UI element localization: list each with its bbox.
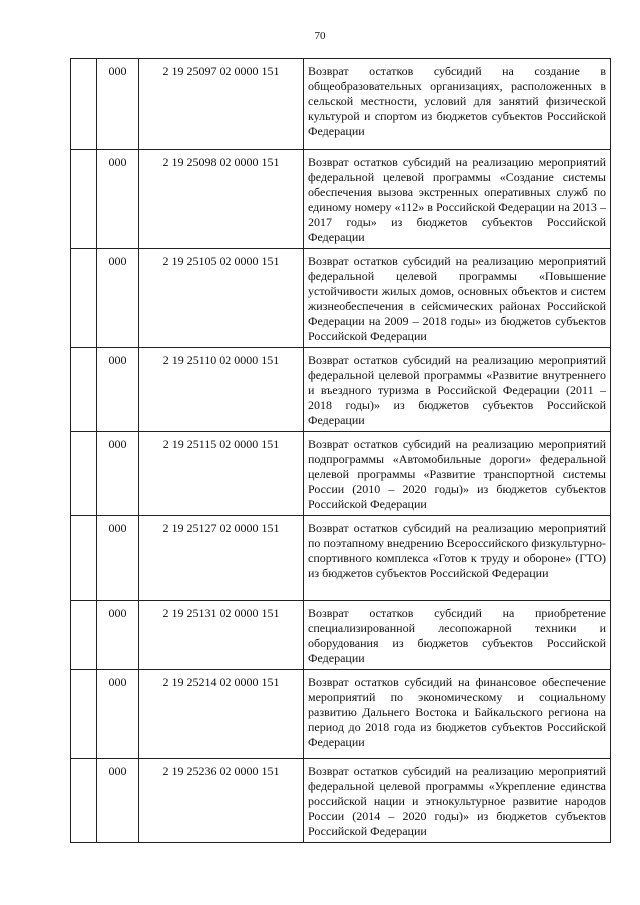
revenue-description-cell: Возврат остатков субсидий на реализацию мероприятий федеральной целевой программы «Укрепление единства российской нации и этнокультурное развитие народов России (2014 – 2020 годы)» из бюджетов субъектов Российской Федерации — [304, 759, 611, 843]
revenue-description-cell: Возврат остатков субсидий на финансовое обеспечение мероприятий по экономическому и социальному развитию Дальнего Востока и Байкальского региона на период до 2018 года из бюджетов субъектов Российской Федерации — [304, 670, 611, 759]
admin-code-cell: 000 — [97, 59, 139, 150]
admin-code-cell: 000 — [97, 601, 139, 670]
admin-code-cell: 000 — [97, 516, 139, 601]
empty-cell — [71, 601, 97, 670]
table-row — [71, 150, 611, 249]
empty-cell — [71, 249, 97, 348]
empty-cell — [71, 348, 97, 432]
table-row — [71, 59, 611, 150]
empty-cell — [71, 670, 97, 759]
budget-classification-code-cell: 2 19 25115 02 0000 151 — [139, 432, 304, 516]
budget-classification-code-cell: 2 19 25110 02 0000 151 — [139, 348, 304, 432]
budget-classification-code-cell: 2 19 25105 02 0000 151 — [139, 249, 304, 348]
admin-code-cell: 000 — [97, 249, 139, 348]
budget-classification-code-cell: 2 19 25236 02 0000 151 — [139, 759, 304, 843]
budget-classification-code-cell: 2 19 25098 02 0000 151 — [139, 150, 304, 249]
revenue-description-cell: Возврат остатков субсидий на создание в общеобразовательных организациях, расположенных в сельской местности, условий для занятий физической культурой и спортом из бюджетов субъектов Российской Федерации — [304, 59, 611, 150]
empty-cell — [71, 516, 97, 601]
empty-cell — [71, 150, 97, 249]
table-row — [71, 516, 611, 601]
budget-classification-code-cell: 2 19 25131 02 0000 151 — [139, 601, 304, 670]
budget-classification-code-cell: 2 19 25127 02 0000 151 — [139, 516, 304, 601]
admin-code-cell: 000 — [97, 150, 139, 249]
admin-code-cell: 000 — [97, 348, 139, 432]
admin-code-cell: 000 — [97, 670, 139, 759]
revenue-description-cell: Возврат остатков субсидий на реализацию мероприятий подпрограммы «Автомобильные дороги» федеральной целевой программы «Развитие транспортной системы России (2010 – 2020 годы)» из бюджетов субъектов Российской Федерации — [304, 432, 611, 516]
revenue-description-cell: Возврат остатков субсидий на реализацию мероприятий по поэтапному внедрению Всероссийского физкультурно-спортивного комплекса «Готов к труду и обороне» (ГТО) из бюджетов субъектов Российской Федерации — [304, 516, 611, 601]
budget-classification-code-cell: 2 19 25097 02 0000 151 — [139, 59, 304, 150]
empty-cell — [71, 759, 97, 843]
revenue-description-cell: Возврат остатков субсидий на реализацию мероприятий федеральной целевой программы «Развитие внутреннего и въездного туризма в Российской Федерации (2011 – 2018 годы)» из бюджетов субъектов Российской Федерации — [304, 348, 611, 432]
budget-code-table — [70, 58, 611, 843]
table-row — [71, 249, 611, 348]
budget-classification-code-cell: 2 19 25214 02 0000 151 — [139, 670, 304, 759]
empty-cell — [71, 59, 97, 150]
table-row — [71, 670, 611, 759]
table-row — [71, 432, 611, 516]
table-row — [71, 759, 611, 843]
revenue-description-cell: Возврат остатков субсидий на реализацию мероприятий федеральной целевой программы «Повышение устойчивости жилых домов, основных объектов и систем жизнеобеспечения в сейсмических районах Российской Федерации на 2009 – 2018 годы» из бюджетов субъектов Российской Федерации — [304, 249, 611, 348]
admin-code-cell: 000 — [97, 432, 139, 516]
revenue-description-cell: Возврат остатков субсидий на приобретение специализированной лесопожарной техники и оборудования из бюджетов субъектов Российской Федерации — [304, 601, 611, 670]
page-number: 70 — [314, 30, 326, 42]
admin-code-cell: 000 — [97, 759, 139, 843]
table-row — [71, 601, 611, 670]
empty-cell — [71, 432, 97, 516]
table-row — [71, 348, 611, 432]
revenue-description-cell: Возврат остатков субсидий на реализацию мероприятий федеральной целевой программы «Создание системы обеспечения вызова экстренных оперативных служб по единому номеру «112» в Российской Федерации на 2013 – 2017 годы» из бюджетов субъектов Российской Федерации — [304, 150, 611, 249]
